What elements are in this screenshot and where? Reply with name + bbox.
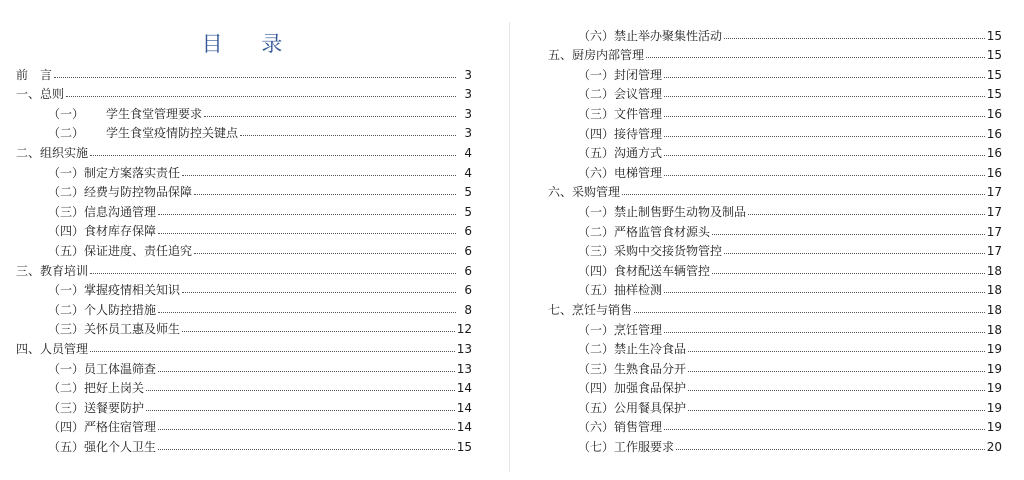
toc-entry-label [578, 107, 662, 121]
toc-entry-number: （一） [48, 106, 85, 121]
toc-subentry[interactable] [0, 121, 500, 141]
toc-subentry[interactable] [0, 160, 500, 180]
dot-leader [664, 77, 985, 78]
toc-page-number: 15 [986, 67, 1002, 82]
toc-page-number: 16 [986, 106, 1002, 121]
dot-leader [664, 175, 985, 176]
toc-entry-text: 关怀员工惠及师生 [84, 322, 181, 337]
toc-page-number: 19 [986, 400, 1002, 415]
toc-section-entry[interactable] [0, 140, 500, 160]
toc-entry-label [578, 401, 686, 415]
left-page [0, 0, 500, 480]
toc-subentry[interactable] [0, 415, 500, 435]
toc-page-number: 6 [464, 224, 472, 239]
toc-page-number: 15 [456, 439, 472, 454]
toc-title: 目 录 [201, 32, 299, 56]
toc-entry-text: 个人防控措施 [84, 302, 157, 317]
toc-entry-label [578, 244, 722, 258]
toc-entry-text: 抽样检测 [614, 283, 663, 298]
toc-page-number: 5 [464, 185, 472, 200]
toc-page-number: 8 [464, 302, 472, 317]
toc-entry-text: 禁止举办聚集性活动 [614, 28, 723, 43]
toc-entry-text: 采购中交接货物管控 [614, 244, 723, 259]
toc-entry-text: 食材配送车辆管控 [614, 263, 711, 278]
dot-leader [664, 332, 985, 333]
toc-entry-label [578, 205, 746, 219]
toc-page-number: 18 [986, 302, 1002, 317]
toc-subentry[interactable] [520, 317, 1024, 337]
toc-subentry[interactable] [520, 395, 1024, 415]
toc-subentry[interactable] [520, 258, 1024, 278]
toc-entry-number: （四） [48, 224, 85, 239]
toc-entry-number: （六） [578, 420, 615, 435]
toc-section-entry[interactable] [520, 43, 1024, 63]
toc-subentry[interactable] [520, 376, 1024, 396]
toc-entry-number: （三） [48, 322, 85, 337]
toc-page-number: 5 [464, 204, 472, 219]
toc-page-number: 3 [464, 67, 472, 82]
toc-entry-text: 保证进度、责任追究 [84, 243, 193, 258]
toc-subentry[interactable] [520, 82, 1024, 102]
right-toc-list [520, 23, 1024, 454]
toc-entry-text: 封闭管理 [614, 67, 663, 82]
toc-entry-text: 公用餐具保护 [614, 400, 687, 415]
toc-entry-label [48, 205, 156, 219]
toc-page-number: 19 [986, 420, 1002, 435]
toc-entry-number: （四） [578, 263, 615, 278]
toc-entry-label [578, 225, 710, 239]
toc-page-number: 19 [986, 361, 1002, 376]
toc-subentry[interactable] [520, 356, 1024, 376]
toc-subentry[interactable] [0, 297, 500, 317]
toc-subentry[interactable] [0, 317, 500, 337]
toc-page-number: 19 [986, 381, 1002, 396]
toc-entry-label [48, 224, 156, 238]
toc-entry-label [48, 401, 144, 415]
toc-entry-number: （三） [578, 106, 615, 121]
toc-subentry[interactable] [0, 219, 500, 239]
left-toc-list [0, 62, 500, 454]
toc-subentry[interactable] [520, 141, 1024, 161]
toc-entry-label [578, 264, 710, 278]
toc-entry-number: （四） [48, 420, 85, 435]
toc-entry-label [578, 381, 686, 395]
toc-entry-label [578, 342, 686, 356]
toc-entry-number: （一） [578, 204, 615, 219]
dot-leader [622, 194, 985, 195]
dot-leader [158, 214, 456, 215]
toc-entry-label [578, 166, 662, 180]
toc-entry-text: 经费与防控物品保障 [84, 185, 193, 200]
toc-entry-label [48, 185, 192, 199]
toc-entry-number: （二） [48, 302, 85, 317]
dot-leader [90, 351, 455, 352]
toc-entry-text: 学生食堂管理要求 [106, 106, 203, 121]
toc-entry-number: （一） [578, 67, 615, 82]
toc-page-number: 13 [456, 341, 472, 356]
dot-leader [90, 273, 456, 274]
toc-entry-label [48, 381, 144, 395]
toc-entry-label [48, 107, 202, 121]
toc-page-number: 18 [986, 263, 1002, 278]
toc-entry-number: （三） [48, 400, 85, 415]
dot-leader [240, 135, 456, 136]
toc-section-entry[interactable] [0, 258, 500, 278]
toc-page-number: 16 [986, 126, 1002, 141]
toc-entry-number: （三） [578, 244, 615, 259]
toc-subentry[interactable] [520, 337, 1024, 357]
toc-entry-text: 接待管理 [614, 126, 663, 141]
dot-leader [182, 331, 455, 332]
toc-page-number: 3 [464, 126, 472, 141]
toc-entry-text: 掌握疫情相关知识 [84, 283, 181, 298]
toc-entry-text: 前 言 [16, 67, 53, 82]
toc-page-number: 15 [986, 48, 1002, 63]
toc-page-number: 6 [464, 283, 472, 298]
toc-page-number: 17 [986, 244, 1002, 259]
toc-subentry[interactable] [520, 415, 1024, 435]
toc-subentry[interactable] [0, 278, 500, 298]
dot-leader [204, 116, 456, 117]
toc-page-number: 4 [464, 145, 472, 160]
toc-subentry[interactable] [520, 239, 1024, 259]
dot-leader [646, 57, 985, 58]
toc-subentry[interactable] [0, 376, 500, 396]
dot-leader [158, 429, 455, 430]
toc-page-number: 3 [464, 87, 472, 102]
toc-page-number: 17 [986, 224, 1002, 239]
toc-entry-text: 制定方案落实责任 [84, 165, 181, 180]
toc-page-number: 19 [986, 342, 1002, 357]
dot-leader [676, 449, 985, 450]
toc-page-number: 3 [464, 106, 472, 121]
toc-entry-label [48, 322, 180, 336]
toc-entry-text: 食材库存保障 [84, 224, 157, 239]
toc-entry-label [48, 303, 156, 317]
toc-entry-text: 七、烹饪与销售 [548, 302, 633, 317]
toc-page-number: 14 [456, 381, 472, 396]
toc-entry-text: 送餐要防护 [84, 400, 145, 415]
toc-entry-number: （二） [578, 87, 615, 102]
toc-subentry[interactable] [0, 101, 500, 121]
toc-page-number: 18 [986, 283, 1002, 298]
dot-leader [664, 292, 985, 293]
toc-subentry[interactable] [520, 121, 1024, 141]
toc-entry-text: 生熟食品分开 [614, 361, 687, 376]
toc-entry-number: （一） [48, 283, 85, 298]
toc-entry-number: （二） [48, 381, 85, 396]
toc-entry-text: 销售管理 [614, 420, 663, 435]
toc-entry-label [48, 244, 192, 258]
dot-leader [182, 175, 456, 176]
toc-page-number: 18 [986, 322, 1002, 337]
dot-leader [664, 136, 985, 137]
toc-entry-label [578, 420, 662, 434]
toc-subentry[interactable] [520, 62, 1024, 82]
toc-page-number: 14 [456, 420, 472, 435]
toc-entry-number: （五） [578, 283, 615, 298]
toc-page-number: 20 [986, 440, 1002, 455]
toc-entry-label [578, 323, 662, 337]
dot-leader [688, 371, 985, 372]
toc-entry-number: （五） [48, 243, 85, 258]
toc-entry-number: （六） [578, 28, 615, 43]
toc-entry-text: 五、厨房内部管理 [548, 48, 645, 63]
toc-entry-text: 文件管理 [614, 106, 663, 121]
toc-entry-label [548, 185, 620, 199]
dot-leader [688, 351, 985, 352]
toc-page-number: 4 [464, 165, 472, 180]
dot-leader [664, 116, 985, 117]
dot-leader [158, 449, 455, 450]
toc-subentry[interactable] [520, 219, 1024, 239]
toc-page-number: 15 [986, 87, 1002, 102]
toc-entry-label [548, 303, 632, 317]
toc-entry-label [548, 48, 644, 62]
toc-subentry[interactable] [520, 278, 1024, 298]
toc-entry-text: 把好上岗关 [84, 381, 145, 396]
toc-entry-text: 四、人员管理 [16, 341, 89, 356]
toc-entry-label [48, 362, 156, 376]
toc-subentry[interactable] [0, 395, 500, 415]
toc-entry-label [48, 420, 156, 434]
toc-subentry[interactable] [0, 180, 500, 200]
dot-leader [182, 292, 456, 293]
toc-entry-number: （六） [578, 165, 615, 180]
toc-section-entry[interactable] [0, 82, 500, 102]
toc-page-number: 14 [456, 400, 472, 415]
toc-entry-number: （三） [578, 361, 615, 376]
toc-entry-number: （三） [48, 204, 85, 219]
dot-leader [634, 312, 985, 313]
dot-leader [724, 38, 985, 39]
toc-entry-text: 强化个人卫生 [84, 439, 157, 454]
dot-leader [712, 234, 985, 235]
toc-entry-text: 加强食品保护 [614, 381, 687, 396]
toc-entry-label [48, 283, 180, 297]
toc-page-number: 17 [986, 185, 1002, 200]
dot-leader [54, 77, 456, 78]
dot-leader [158, 371, 455, 372]
toc-entry-number: （一） [578, 322, 615, 337]
toc-subentry[interactable] [0, 356, 500, 376]
dot-leader [664, 96, 985, 97]
toc-entry-number: （二） [48, 185, 85, 200]
toc-page-number: 12 [456, 322, 472, 337]
toc-entry-label [578, 29, 722, 43]
toc-page-number: 13 [456, 361, 472, 376]
toc-subentry[interactable] [520, 199, 1024, 219]
toc-entry-text: 工作服要求 [614, 440, 675, 455]
toc-entry-number: （一） [48, 165, 85, 180]
right-page [520, 0, 1024, 480]
page-divider [509, 22, 510, 472]
toc-page-number: 16 [986, 165, 1002, 180]
toc-entry-text: 电梯管理 [614, 165, 663, 180]
dot-leader [66, 96, 456, 97]
toc-entry-number: （二） [578, 342, 615, 357]
toc-entry-text: 沟通方式 [614, 146, 663, 161]
toc-entry-number: （七） [578, 440, 615, 455]
toc-subentry[interactable] [520, 434, 1024, 454]
toc-page-number: 17 [986, 204, 1002, 219]
toc-section-entry[interactable] [0, 62, 500, 82]
toc-entry-number: （一） [48, 361, 85, 376]
dot-leader [146, 390, 455, 391]
dot-leader [146, 410, 455, 411]
toc-entry-label [16, 146, 88, 160]
toc-entry-number: （五） [578, 400, 615, 415]
toc-page-number: 15 [986, 28, 1002, 43]
toc-entry-text: 六、采购管理 [548, 185, 621, 200]
toc-entry-label [16, 342, 88, 356]
toc-page-number: 6 [464, 263, 472, 278]
toc-entry-text: 会议管理 [614, 87, 663, 102]
toc-entry-number: （五） [578, 146, 615, 161]
dot-leader [90, 155, 456, 156]
toc-entry-text: 三、教育培训 [16, 263, 89, 278]
toc-entry-number: （五） [48, 439, 85, 454]
toc-entry-text: 烹饪管理 [614, 322, 663, 337]
toc-entry-text: 学生食堂疫情防控关键点 [106, 126, 239, 141]
toc-entry-text: 员工体温筛查 [84, 361, 157, 376]
dot-leader [664, 429, 985, 430]
toc-section-entry[interactable] [0, 336, 500, 356]
toc-entry-label [578, 127, 662, 141]
toc-entry-label [578, 362, 686, 376]
toc-subentry[interactable] [0, 238, 500, 258]
toc-entry-label [578, 87, 662, 101]
toc-entry-label [578, 283, 662, 297]
toc-entry-text: 严格住宿管理 [84, 420, 157, 435]
toc-section-entry[interactable] [520, 180, 1024, 200]
toc-page-number: 16 [986, 146, 1002, 161]
toc-entry-label [578, 68, 662, 82]
toc-entry-label [578, 146, 662, 160]
toc-subentry[interactable] [0, 199, 500, 219]
dot-leader [194, 253, 456, 254]
dot-leader [724, 253, 985, 254]
dot-leader [194, 194, 456, 195]
toc-entry-number: （二） [578, 224, 615, 239]
toc-page-number: 6 [464, 243, 472, 258]
dot-leader [158, 233, 456, 234]
toc-entry-label [16, 264, 88, 278]
toc-entry-label [48, 166, 180, 180]
toc-entry-number: （四） [578, 381, 615, 396]
toc-entry-label [48, 126, 238, 140]
toc-section-entry[interactable] [520, 297, 1024, 317]
toc-entry-label [16, 87, 64, 101]
dot-leader [712, 273, 985, 274]
dot-leader [664, 155, 985, 156]
toc-entry-text: 禁止生冷食品 [614, 342, 687, 357]
toc-entry-text: 严格监管食材源头 [614, 224, 711, 239]
toc-subentry[interactable] [520, 160, 1024, 180]
toc-entry-text: 禁止制售野生动物及制品 [614, 204, 747, 219]
dot-leader [748, 214, 985, 215]
toc-entry-label [16, 68, 52, 82]
toc-entry-text: 信息沟通管理 [84, 204, 157, 219]
toc-subentry[interactable] [0, 434, 500, 454]
dot-leader [688, 390, 985, 391]
toc-entry-number: （二） [48, 126, 85, 141]
toc-entry-text: 二、组织实施 [16, 145, 89, 160]
toc-entry-text: 一、总则 [16, 87, 65, 102]
dot-leader [158, 312, 456, 313]
dot-leader [688, 410, 985, 411]
toc-entry-number: （四） [578, 126, 615, 141]
toc-subentry[interactable] [520, 101, 1024, 121]
toc-entry-label [578, 440, 674, 454]
toc-subentry[interactable] [520, 23, 1024, 43]
toc-entry-label [48, 440, 156, 454]
